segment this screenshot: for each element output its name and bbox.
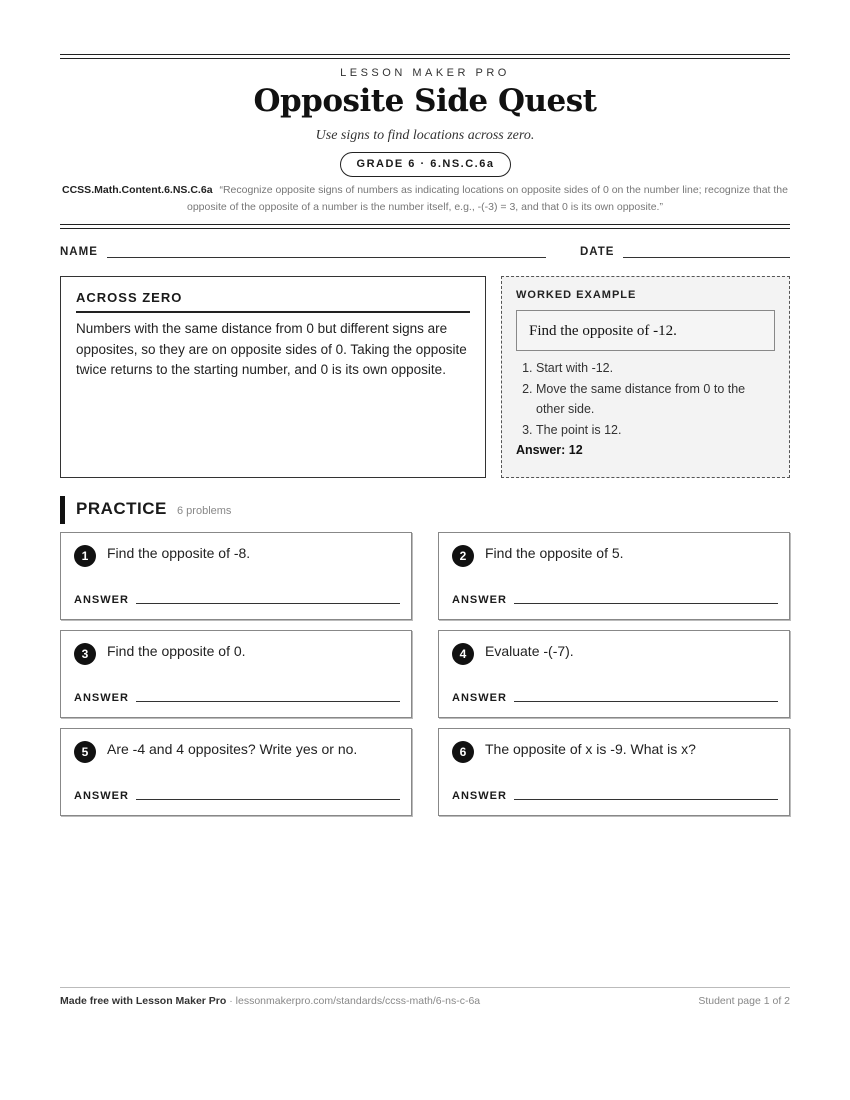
problem-question: Find the opposite of -8. — [107, 545, 251, 561]
problem-question: Are -4 and 4 opposites? Write yes or no. — [107, 741, 358, 757]
footer-url[interactable]: · lessonmakerpro.com/standards/ccss-math/6-ns-c-6a — [226, 995, 481, 1007]
footer-credit — [60, 995, 480, 1007]
answer-field[interactable] — [514, 701, 778, 702]
name-field[interactable] — [107, 257, 546, 258]
footer-made-with: Made free with Lesson Maker Pro — [60, 995, 227, 1007]
worked-step: 1. Start with -12. — [536, 358, 775, 379]
worked-step: 3. The point is 12. — [536, 420, 775, 441]
worked-example-question: Find the opposite of -12. — [516, 310, 775, 351]
problem-card — [438, 728, 790, 816]
answer-label: ANSWER — [74, 692, 129, 704]
problem-number: 5 — [74, 741, 96, 763]
problem-card — [60, 630, 412, 718]
answer-field[interactable] — [136, 603, 400, 604]
date-label: DATE — [580, 246, 615, 258]
worked-example-box — [501, 276, 790, 478]
date-field[interactable] — [623, 257, 790, 258]
answer-field[interactable] — [514, 799, 778, 800]
answer-label: ANSWER — [452, 790, 507, 802]
worked-example-steps — [516, 358, 775, 440]
concept-body: Numbers with the same distance from 0 but different signs are opposites, so they are on opposite sides of 0. Taking the opposite twice returns to the starting number, and 0 is its own opposite. — [76, 321, 467, 377]
worksheet-title: Opposite Side Quest — [253, 83, 597, 119]
answer-field[interactable] — [136, 799, 400, 800]
footer-page-number: Student page 1 of 2 — [698, 995, 790, 1007]
grade-badge: GRADE 6 · 6.NS.C.6a — [340, 152, 511, 177]
concept-box — [60, 276, 486, 478]
problem-number: 4 — [452, 643, 474, 665]
concept-title: ACROSS ZERO — [76, 290, 470, 313]
problem-question: The opposite of x is -9. What is x? — [485, 741, 696, 757]
answer-label: ANSWER — [74, 790, 129, 802]
header-top-rule — [60, 54, 790, 59]
answer-field[interactable] — [514, 603, 778, 604]
problem-number: 1 — [74, 545, 96, 567]
practice-count: 6 problems — [177, 505, 232, 517]
header-bottom-rule — [60, 224, 790, 229]
worksheet-subtitle: Use signs to find locations across zero. — [315, 128, 535, 143]
practice-accent-bar — [60, 496, 65, 524]
standard-text: “Recognize opposite signs of numbers as indicating locations on opposite sides of 0 on the number line; recognize that the opposite of the opposite of a number is the number itself, e.g., -(-3) = 3, and that 0 is its own opposite.” — [187, 184, 788, 213]
answer-label: ANSWER — [452, 692, 507, 704]
brand-name: LESSON MAKER PRO — [340, 67, 510, 79]
footer-rule — [60, 987, 790, 988]
worked-example-title: WORKED EXAMPLE — [516, 289, 637, 301]
name-label: NAME — [60, 246, 98, 258]
problem-question: Find the opposite of 0. — [107, 643, 246, 659]
problem-card — [438, 630, 790, 718]
problem-card — [60, 728, 412, 816]
problem-number: 6 — [452, 741, 474, 763]
standard-description — [60, 182, 790, 216]
problem-card — [60, 532, 412, 620]
practice-title: PRACTICE — [76, 499, 167, 518]
answer-field[interactable] — [136, 701, 400, 702]
worked-example-answer: Answer: 12 — [516, 443, 583, 457]
problem-question: Find the opposite of 5. — [485, 545, 624, 561]
problem-card — [438, 532, 790, 620]
problem-number: 2 — [452, 545, 474, 567]
answer-label: ANSWER — [74, 594, 129, 606]
worked-step: 2. Move the same distance from 0 to the other side. — [536, 379, 775, 420]
answer-label: ANSWER — [452, 594, 507, 606]
problem-number: 3 — [74, 643, 96, 665]
standard-code: CCSS.Math.Content.6.NS.C.6a — [62, 184, 213, 196]
problem-question: Evaluate -(-7). — [485, 643, 574, 659]
